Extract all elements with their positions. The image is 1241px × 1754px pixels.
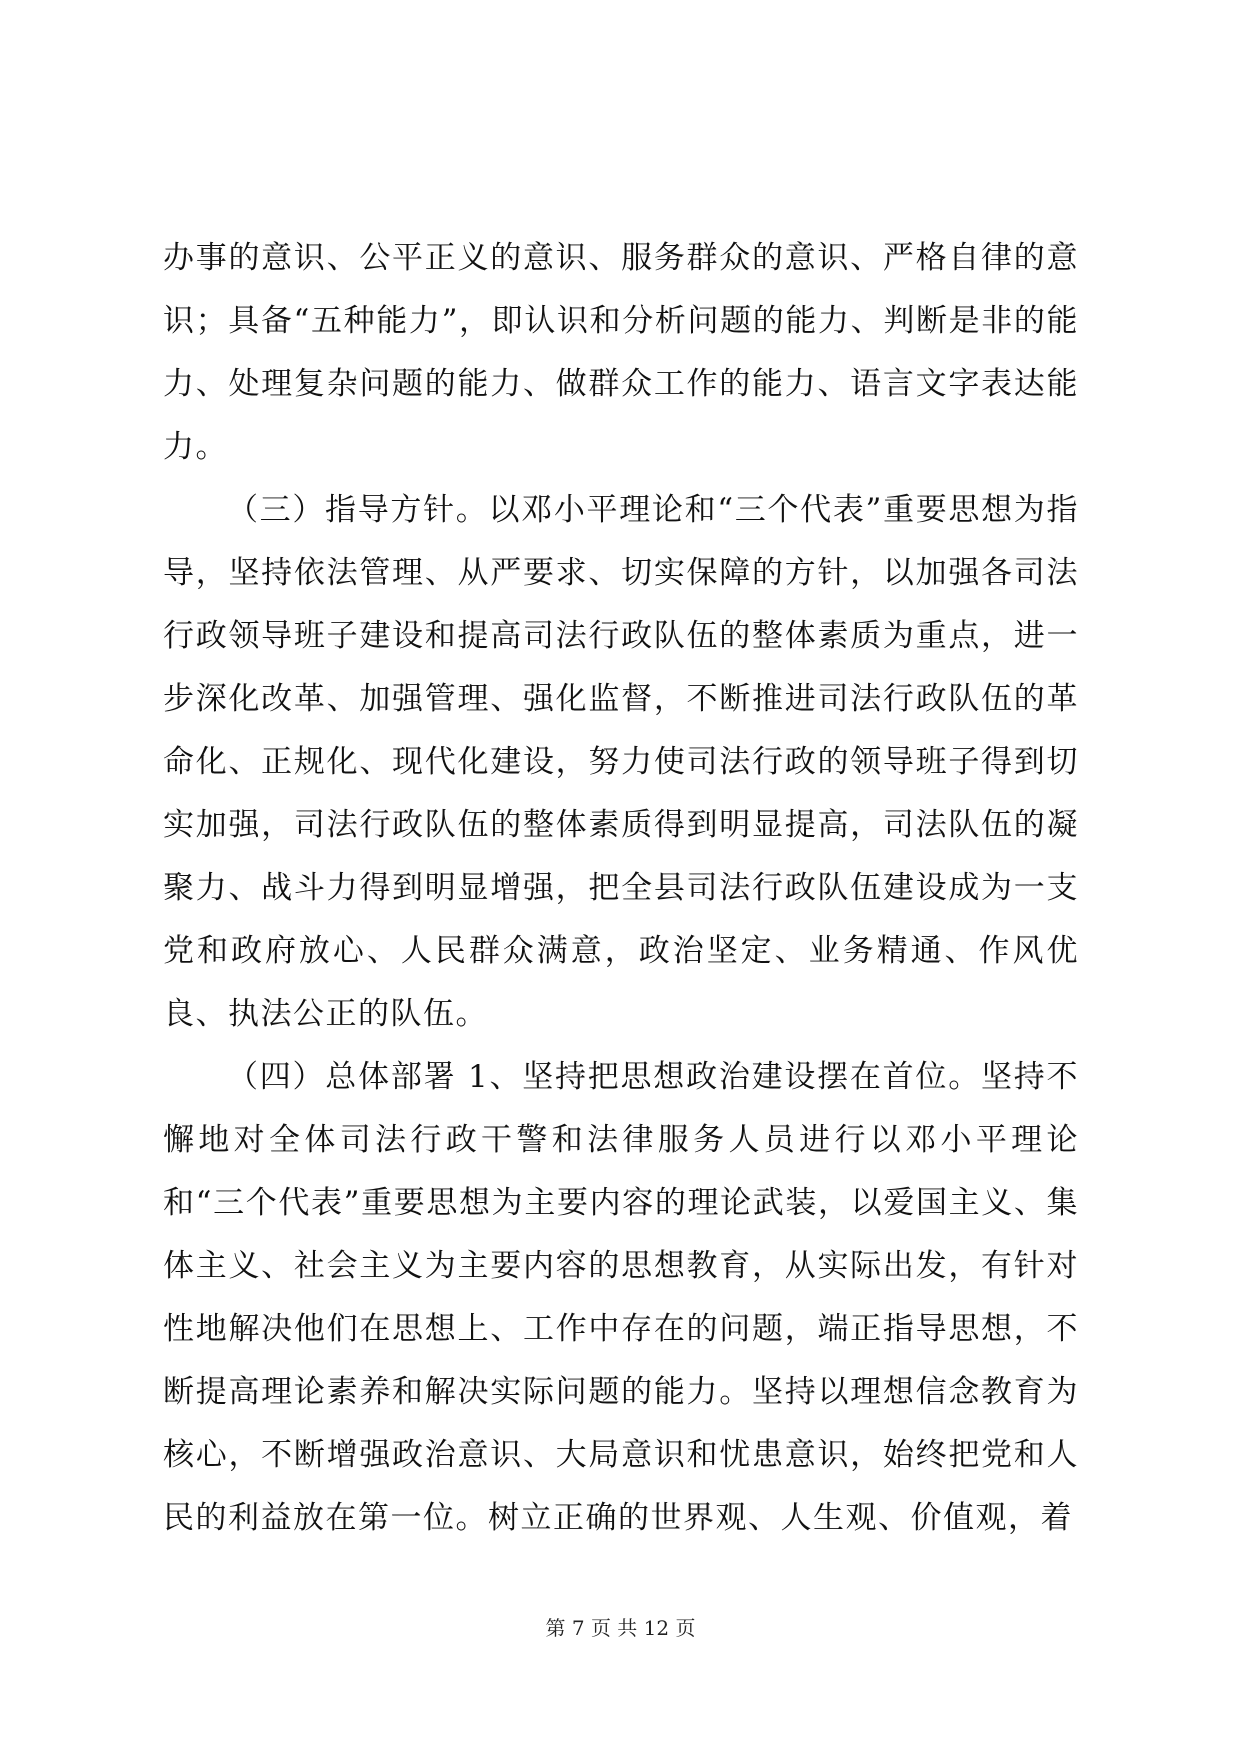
paragraph-continuation: 办事的意识、公平正义的意识、服务群众的意识、严格自律的意识；具备“五种能力”，即认识和分析问题的能力、判断是非的能力、处理复杂问题的能力、做群众工作的能力、语言文字表达能力。 <box>163 240 1079 465</box>
page-number-footer: 第 7 页 共 12 页 <box>545 1616 696 1640</box>
paragraph-guiding-principle: （三）指导方针。以邓小平理论和“三个代表”重要思想为指导，坚持依法管理、从严要求、切实保障的方针，以加强各司法行政领导班子建设和提高司法行政队伍的整体素质为重点，进一步深化改革、加强管理、强化监督，不断推进司法行政队伍的革命化、正规化、现代化建设，努力使司法行政的领导班子得到切实加强，司法行政队伍的整体素质得到明显提高，司法队伍的凝聚力、战斗力得到明显增强，把全县司法行政队伍建设成为一支党和政府放心、人民群众满意，政治坚定、业务精通、作风优良、执法公正的队伍。 <box>163 492 1079 1032</box>
paragraph-overall-deployment: （四）总体部署 1、坚持把思想政治建设摆在首位。坚持不懈地对全体司法行政干警和法律服务人员进行以邓小平理论和“三个代表”重要思想为主要内容的理论武装，以爱国主义、集体主义、社会主义为主要内容的思想教育，从实际出发，有针对性地解决他们在思想上、工作中存在的问题，端正指导思想，不断提高理论素养和解决实际问题的能力。坚持以理想信念教育为核心，不断增强政治意识、大局意识和忧患意识，始终把党和人民的利益放在第一位。树立正确的世界观、人生观、价值观，着 <box>163 1059 1079 1536</box>
document-body <box>163 227 1079 1550</box>
